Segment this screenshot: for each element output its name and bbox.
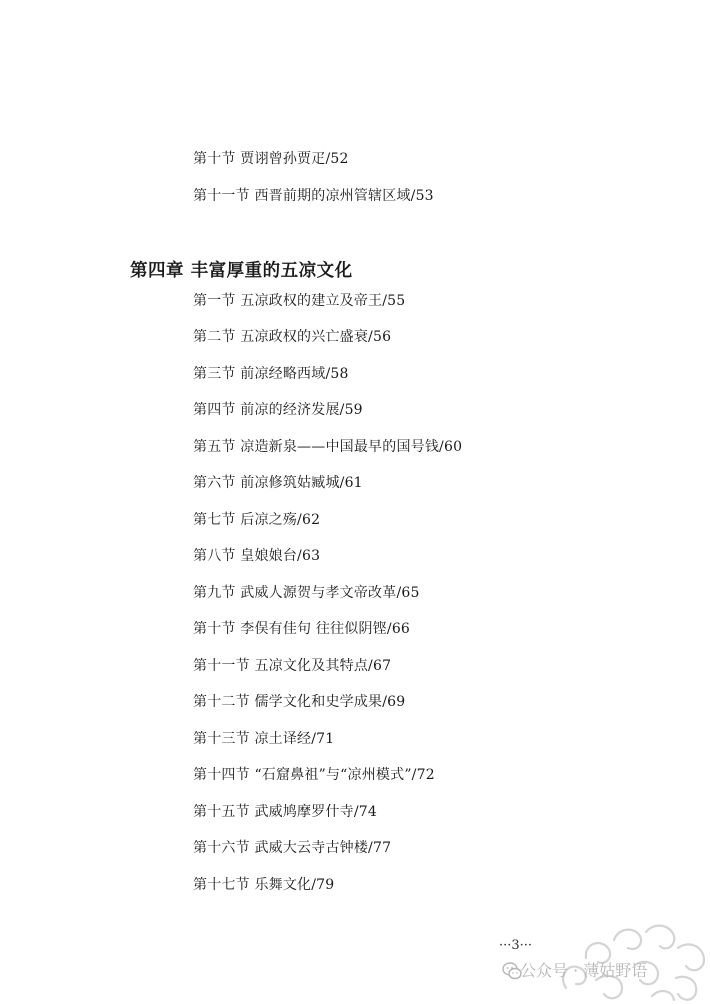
toc-entry: 第八节 皇娘娘台/63 — [193, 548, 321, 564]
toc-entry: 第五节 凉造新泉——中国最早的国号钱/60 — [193, 439, 463, 455]
toc-entry: 第十节 李俣有佳句 往往似阴铿/66 — [193, 621, 411, 637]
toc-entry: 第三节 前凉经略西域/58 — [193, 366, 349, 382]
toc-entry: 第二节 五凉政权的兴亡盛衰/56 — [193, 329, 392, 345]
toc-entry-prev-section-11: 第十一节 西晋前期的凉州管辖区域/53 — [193, 188, 434, 204]
toc-entry: 第十二节 儒学文化和史学成果/69 — [193, 694, 406, 710]
toc-entry-prev-section-10: 第十节 贾诩曾孙贾疋/52 — [193, 151, 349, 167]
toc-entry: 第六节 前凉修筑姑臧城/61 — [193, 475, 363, 491]
page-number: ···3··· — [499, 938, 533, 953]
toc-entry: 第十六节 武威大云寺古钟楼/77 — [193, 840, 392, 856]
toc-entry: 第七节 后凉之殇/62 — [193, 512, 321, 528]
toc-entry: 第十一节 五凉文化及其特点/67 — [193, 658, 392, 674]
toc-entry: 第九节 武威人源贺与孝文帝改革/65 — [193, 585, 420, 601]
toc-entry: 第十三节 凉土译经/71 — [193, 731, 335, 747]
toc-entry: 第一节 五凉政权的建立及帝王/55 — [193, 293, 406, 309]
toc-entry: 第十四节 “石窟鼻祖”与“凉州模式”/72 — [193, 767, 435, 783]
toc-entry: 第四节 前凉的经济发展/59 — [193, 402, 363, 418]
toc-entry: 第十七节 乐舞文化/79 — [193, 877, 335, 893]
wechat-icon — [502, 961, 522, 981]
watermark-text: 公众号 · 薄姑野语 — [520, 961, 648, 980]
toc-entry: 第十五节 武威鸠摩罗什寺/74 — [193, 804, 377, 820]
chapter-title: 第四章 丰富厚重的五凉文化 — [130, 261, 353, 281]
